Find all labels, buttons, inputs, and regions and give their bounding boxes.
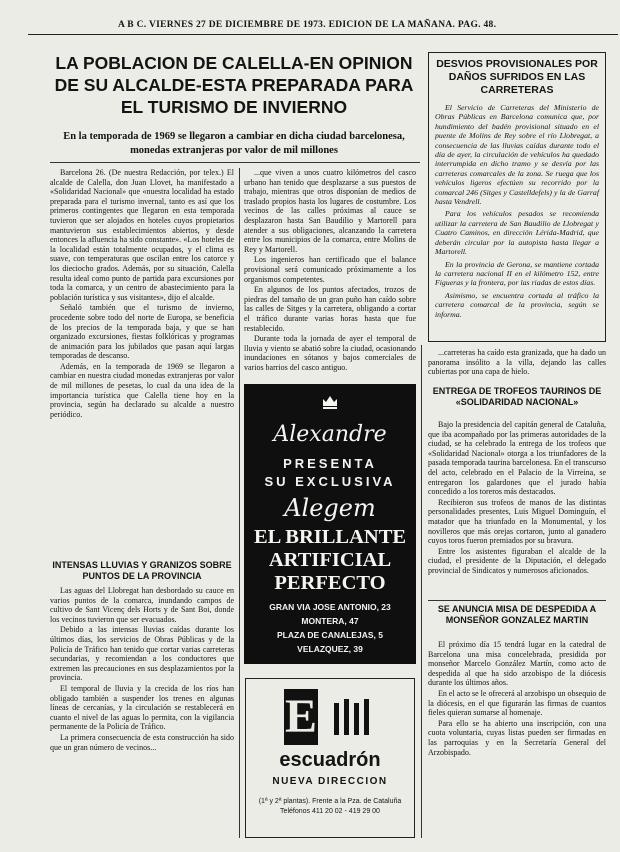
ad-address-2: MONTERA, 47	[301, 616, 359, 626]
column-rule	[421, 345, 422, 838]
box-title: DESVIOS PROVISIONALES POR DAÑOS SUFRIDOS EN LAS CARRETERAS	[436, 58, 598, 96]
column-3-intro	[428, 348, 606, 376]
ad-headline-1: EL BRILLANTE	[253, 526, 407, 548]
escuadron-name: escuadrón	[279, 749, 381, 771]
ad-product-name: Alegem	[284, 494, 376, 522]
crown-crest-icon	[320, 392, 340, 412]
paragraph: El temporal de lluvia y la crecida de los ríos han obligado también a suspender los trenes en algunas líneas de cercanías, y la circulación se restablecerá en cuanto el nivel de las aguas lo permita, con la vigilancia permanente de la Policía de Tráfico.	[50, 683, 234, 732]
rain-article-column	[50, 586, 234, 836]
header-rule	[28, 34, 618, 35]
paragraph: ...que viven a unos cuatro kilómetros del casco urbano han tenido que desplazarse a sus puestos de trabajo, mientras que otros disponían de medios de traslado propios hasta los lugares de costumbre. Los vecinos de las calles próximas al cauce se desplazaron hasta San Baudilio y Martorell para atender a sus obligaciones, alcanzando la carretera entre los municipios de la comarca, entre Molins de Rey y Martorell.	[244, 168, 416, 254]
escuadron-address-line: (1ª y 2ª plantas). Frente a la Pza. de Cataluña	[258, 798, 402, 805]
paragraph: El Servicio de Carreteras del Ministerio de Obras Públicas en Barcelona comunica que, por hundimiento del badén provisional situado en el puente de Molins de Rey sobre el río Llobregat, a consecuencia de las lluvias caídas durante todo el día de ayer, la circulación de vehículos ha quedado interrumpida en dicho tramo y se desvía por las carreteras comarcales de la zona. Se ruega que los vehículos ligeros efectúen su recorrido por la comarcal 246 (Sitges y Castelldefels) y la de Garraf hasta Vendrell.	[435, 103, 599, 207]
section-rule	[428, 600, 606, 601]
box-text	[435, 103, 599, 319]
escuadron-logo-icon	[332, 697, 372, 737]
trofeos-heading: ENTREGA DE TROFEOS TAURINOS DE «SOLIDARIDAD NACIONAL»	[432, 386, 602, 407]
escuadron-logo-letter: E	[284, 690, 317, 743]
paragraph: Entre los asistentes figuraban el alcalde de la ciudad, el presidente de la Diputación, el delegado provincial de Sindicatos y numerosos aficionados.	[428, 546, 606, 575]
paragraph: Durante toda la jornada de ayer el temporal de lluvia y viento se abatió sobre la ciudad, ocasionando inundaciones en sótanos y bajos comerciales de varios barrios del casco antiguo.	[244, 334, 416, 372]
subhead-rule	[50, 162, 420, 163]
column-rule	[239, 168, 240, 838]
escuadron-address	[252, 797, 408, 817]
alexandre-advertisement	[244, 384, 416, 664]
paragraph: En algunos de los puntos afectados, trozos de piedras del tamaño de un gran puño han caído sobre las calles de Sitges y la carretera, obligando a cortar el tráfico durante varias horas hasta que fue restablecido.	[244, 285, 416, 333]
road-detours-box	[428, 52, 606, 342]
misa-article	[428, 640, 606, 836]
misa-heading: SE ANUNCIA MISA DE DESPEDIDA A MONSEÑOR GONZALEZ MARTIN	[437, 604, 597, 625]
escuadron-phone-line: Teléfonos 411 20 02 - 419 29 00	[280, 808, 380, 815]
ad-headline-2: ARTIFICIAL	[268, 549, 392, 571]
ad-headline-3: PERFECTO	[274, 572, 386, 594]
ad-brand-name: Alexandre	[273, 422, 387, 447]
escuadron-advertisement	[245, 678, 415, 838]
trofeos-article	[428, 420, 606, 596]
escuadron-subtitle: NUEVA DIRECCION	[272, 776, 388, 787]
paragraph: Debido a las intensas lluvias caídas durante los últimos días, los servicios de Obras Públicas y de la Policía de Tráfico han tenido que cortar varias carreteras secundarias, y recomiendan a los conductores que extremen las precauciones en sus desplazamientos por la provincia.	[50, 625, 234, 683]
main-subhead: En la temporada de 1969 se llegaron a cambiar en dicha ciudad barcelonesa, monedas extranjeras por valor de mil millones	[63, 131, 405, 156]
article-column-2	[244, 168, 416, 376]
paragraph: El próximo día 15 tendrá lugar en la catedral de Barcelona una misa concelebrada, presidida por monseñor Marcelo González Martín, como acto de despedida al que ha sido arzobispo de la diócesis durante los últimos años.	[428, 640, 606, 688]
main-headline: LA POBLACION DE CALELLA-EN OPINION DE SU ALCALDE-ESTA PREPARADA PARA EL TURISMO DE INVIERNO	[54, 53, 414, 117]
paragraph: Los ingenieros han certificado que el balance provisional será comunicado próximamente a los organismos competentes.	[244, 255, 416, 284]
paragraph: Asimismo, se encuentra cortada al tráfico la carretera comarcal de la provincia, según se informa.	[435, 290, 599, 319]
ad-address-4: VELAZQUEZ, 39	[297, 644, 363, 654]
paragraph: Señaló también que el turismo de invierno, procedente sobre todo del norte de Europa, se beneficia de los precios de la temporada baja, y que se han organizado excursiones, fiestas folklóricas y programas de animación para los jubilados que pasan aquí largas temporadas de descanso.	[50, 303, 234, 361]
paragraph: Bajo la presidencia del capitán general de Cataluña, que iba acompañado por las primeras autoridades de la ciudad, se ha celebrado la entrega de los trofeos que «Solidaridad Nacional» otorga a los triunfadores de la pasada temporada taurina barcelonesa. En el transcurso del acto, celebrado en el Palacio de la Virreina, se entregaron los galardones que el jurado había concedido a los toreros más destacados.	[428, 420, 606, 497]
ad-address-3: PLAZA DE CANALEJAS, 5	[277, 630, 383, 640]
paragraph: Además, en la temporada de 1969 se llegaron a cambiar en nuestra ciudad monedas extranjeras por valor de mil millones de pesetas, lo cual da una idea de la importancia turística que Calella tiene hoy en la provincia, según ha declarado su alcalde a nuestro periódico.	[50, 361, 234, 419]
paragraph: ...carreteras ha caído esta granizada, que ha dado un panorama insólito a la villa, dejando las calles cubiertas por una capa de hielo.	[428, 348, 606, 376]
paragraph: Para ello se ha abierto una inscripción, con una cuota voluntaria, cuyas listas pueden ser firmadas en las parroquias y en la Secretaría General del Arzobispado.	[428, 718, 606, 757]
paragraph: La primera consecuencia de esta construcción ha sido que un gran número de vecinos...	[50, 732, 234, 752]
ad-address-1: GRAN VIA JOSE ANTONIO, 23	[269, 602, 391, 612]
paragraph: En el acto se le ofrecerá al arzobispo un obsequio de la diócesis, en el que figurarán las firmas de cuantos fieles quieran sumarse al homenaje.	[428, 688, 606, 718]
paragraph: En la provincia de Gerona, se mantiene cortada la carretera nacional II en el kilómetro 152, entre Figueras y la frontera, por las riadas de estos días.	[435, 259, 599, 288]
paragraph: Recibieron sus trofeos de manos de las distintas personalidades presentes, Luis Miguel Dominguín, el matador que ha triunfado en la Monumental, y los novilleros que más orejas cortaron, junto al ganadero cuyos toros fueron premiados por su bravura.	[428, 497, 606, 546]
rain-section-heading: INTENSAS LLUVIAS Y GRANIZOS SOBRE PUNTOS DE LA PROVINCIA	[52, 560, 232, 581]
paragraph: Para los vehículos pesados se recomienda utilizar la carretera de San Baudilio de Llobregat y Cuatro Caminos, en dirección Lérida-Madrid, que deberán circular por la autopista hasta llegar a Martorell.	[435, 209, 599, 257]
paragraph: Las aguas del Llobregat han desbordado su cauce en varios puntos de la comarca, inundando campos de cultivo de Sant Vicenç dels Horts y de Sant Boi, donde los vecinos tuvieron que ser evacuados.	[50, 586, 234, 624]
ad-line-presenta: PRESENTA	[283, 456, 377, 471]
running-head: A B C. VIERNES 27 DE DICIEMBRE DE 1973. EDICION DE LA MAÑANA. PAG. 48.	[118, 20, 497, 30]
paragraph: Barcelona 26. (De nuestra Redacción, por telex.) El alcalde de Calella, don Juan Llovet, ha manifestado a «Solidaridad Nacional» que «nuestra localidad ha estado preparada para el turismo invernal, tanto es así que los primeros contingentes que llegaron en esta temporada tuvieron que ser alojados en hoteles cuyos propietarios mantuvieron sus establecimientos abiertos, y desde entonces la afluencia ha sido constante». «Los hoteles de la localidad están totalmente ocupados, y el clima es suave, con temperaturas que oscilan entre los catorce y los dieciocho grados. Además, por su situación, Calella resulta ideal como punto de partida para excursiones por toda la comarca, y un centro de abastecimiento para la población turística y sus visitantes», dijo el alcalde.	[50, 168, 234, 302]
article-column-1	[50, 168, 234, 556]
ad-line-exclusiva: SU EXCLUSIVA	[264, 474, 396, 489]
